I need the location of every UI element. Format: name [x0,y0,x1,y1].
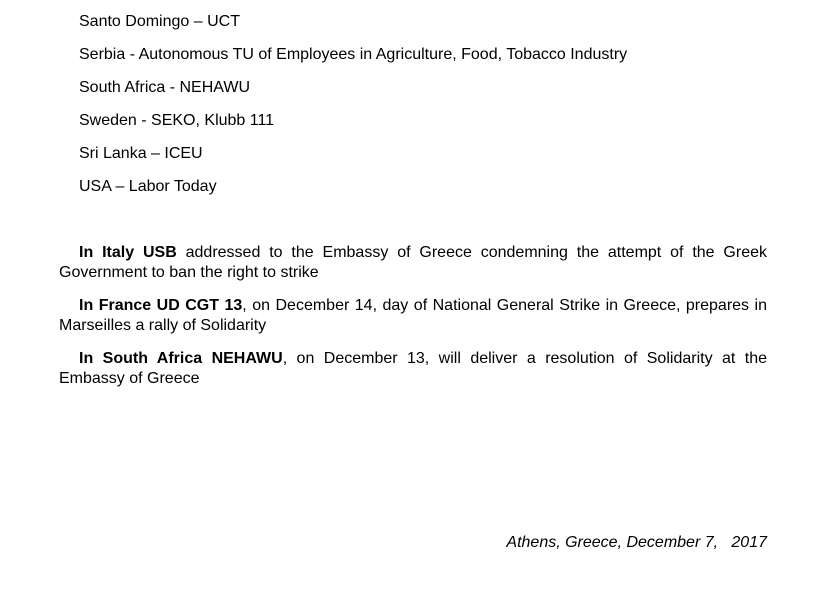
paragraph-lead: In South Africa NEHAWU [79,350,283,367]
list-item: USA – Labor Today [79,178,217,195]
list-item: Sweden - SEKO, Klubb 111 [79,112,275,129]
paragraph-text: addressed to the Embassy of Greece condemning the attempt of the Greek Government to ban the right to strike [59,244,767,281]
paragraph-text: , on December 13, will deliver a resolution of Solidarity at the Embassy of Greece [59,350,768,387]
paragraph-lead: In France UD CGT 13 [79,297,243,314]
paragraph-south-africa [59,349,767,389]
place-date-signoff: Athens, Greece, December 7, 2017 [506,534,767,551]
solidarity-organization-list [79,11,627,209]
paragraph-italy [59,243,767,283]
paragraph-text: , on December 14, day of National General Strike in Greece, prepares in Marseilles a rally of Solidarity [59,297,767,334]
paragraph-lead: In Italy USB [79,244,177,261]
list-item: Sri Lanka – ICEU [79,145,203,162]
paragraph-france [59,296,767,336]
list-item: Santo Domingo – UCT [79,13,240,30]
list-item: South Africa - NEHAWU [79,79,251,96]
list-item: Serbia - Autonomous TU of Employees in Agriculture, Food, Tobacco Industry [79,46,628,63]
